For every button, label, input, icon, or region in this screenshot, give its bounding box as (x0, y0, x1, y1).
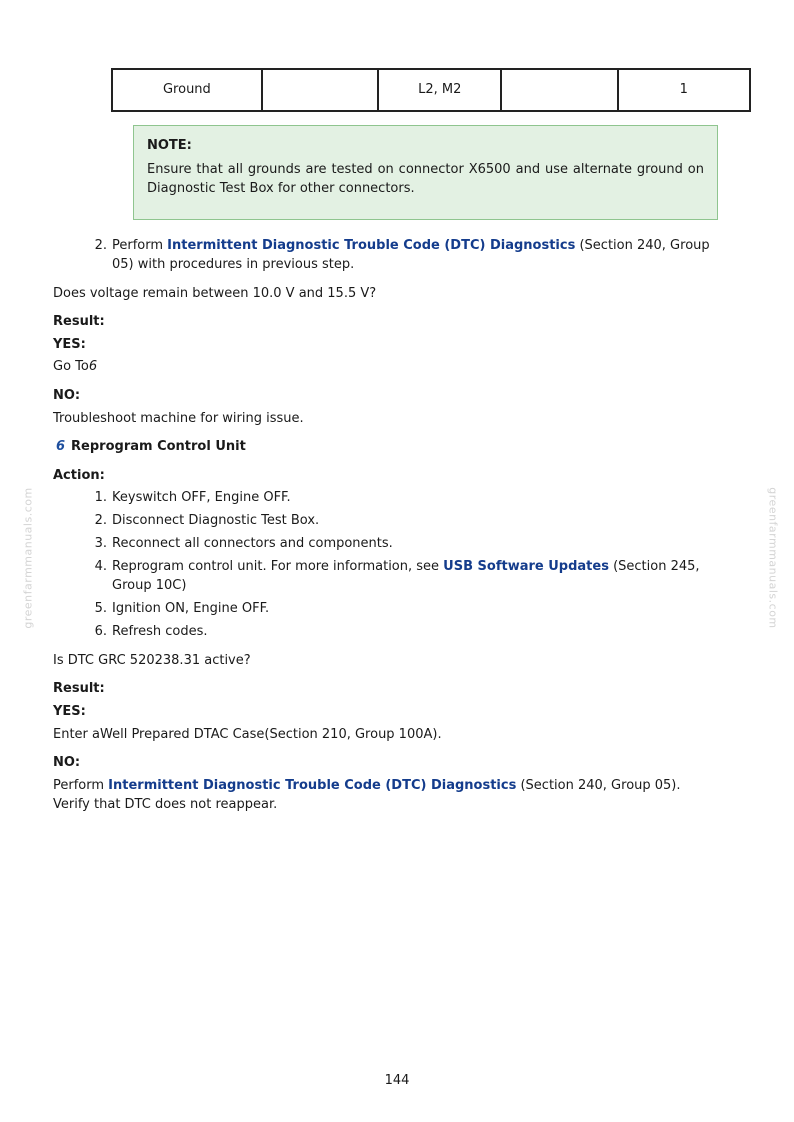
step-number: 1. (94, 490, 107, 505)
yes-label: YES: (53, 337, 86, 352)
step-text (112, 558, 717, 596)
no-label: NO: (53, 755, 81, 770)
ground-table-wrapper (111, 68, 794, 112)
step-text-suffix: (Section 240, Group 05) with procedures in previous step. (112, 238, 710, 272)
yes-label: YES: (53, 704, 86, 719)
step-number: 3. (94, 536, 107, 551)
step-text: Keyswitch OFF, Engine OFF. (112, 490, 291, 505)
yes-text: Enter aWell Prepared DTAC Case(Section 210, Group 100A). (53, 727, 442, 742)
no-text-suffix: (Section 240, Group 05). (516, 778, 681, 793)
table-cell (501, 69, 618, 111)
table-row (112, 69, 750, 111)
goto-text: Go To (53, 359, 89, 374)
step-text: Disconnect Diagnostic Test Box. (112, 513, 320, 528)
intermittent-dtc-link[interactable]: Intermittent Diagnostic Trouble Code (DTC) Diagnostics (167, 238, 576, 253)
step-number: 2. (94, 513, 107, 528)
watermark-right: greenfarmmanuals.com (766, 487, 780, 629)
question-dtc-active: Is DTC GRC 520238.31 active? (53, 653, 251, 668)
step-text-prefix: Perform (112, 238, 168, 253)
step-text: Refresh codes. (112, 624, 208, 639)
step-number: 6. (94, 624, 107, 639)
note-box (133, 125, 718, 220)
usb-software-updates-link[interactable]: USB Software Updates (443, 559, 609, 574)
section-number: 6 (56, 439, 66, 454)
note-text: Ensure that all grounds are tested on connector X6500 and use alternate ground on Diagnostic Test Box for other connectors. (147, 161, 704, 197)
page-number: 144 (384, 1073, 410, 1088)
ground-table (111, 68, 751, 112)
section-title: Reprogram Control Unit (71, 439, 246, 454)
no-text: Troubleshoot machine for wiring issue. (53, 411, 304, 426)
goto-target-link[interactable]: 6 (88, 359, 98, 374)
result-label: Result: (53, 681, 105, 696)
step-number: 5. (94, 601, 107, 616)
step-number: 2. (94, 238, 107, 253)
no-label: NO: (53, 388, 81, 403)
section-heading (56, 438, 246, 457)
note-title: NOTE: (147, 138, 192, 153)
table-cell: 1 (618, 69, 750, 111)
step-text: Ignition ON, Engine OFF. (112, 601, 270, 616)
action-label: Action: (53, 468, 105, 483)
yes-text (53, 358, 733, 377)
step-text: Reconnect all connectors and components. (112, 536, 393, 551)
watermark-left: greenfarmmanuals.com (21, 487, 35, 629)
table-cell (262, 69, 379, 111)
step-text-prefix: Reprogram control unit. For more information, see (112, 559, 444, 574)
question-voltage: Does voltage remain between 10.0 V and 15.5 V? (53, 286, 377, 301)
result-label: Result: (53, 314, 105, 329)
no-text-prefix: Perform (53, 778, 109, 793)
intermittent-dtc-link[interactable]: Intermittent Diagnostic Trouble Code (DTC) Diagnostics (108, 778, 517, 793)
no-text-line2: Verify that DTC does not reappear. (53, 797, 278, 812)
table-cell: L2, M2 (378, 69, 501, 111)
no-text (53, 777, 733, 796)
step-text (112, 237, 717, 275)
table-cell: Ground (112, 69, 262, 111)
step-text-suffix: (Section 245, Group 10C) (112, 559, 700, 593)
step-number: 4. (94, 559, 107, 574)
